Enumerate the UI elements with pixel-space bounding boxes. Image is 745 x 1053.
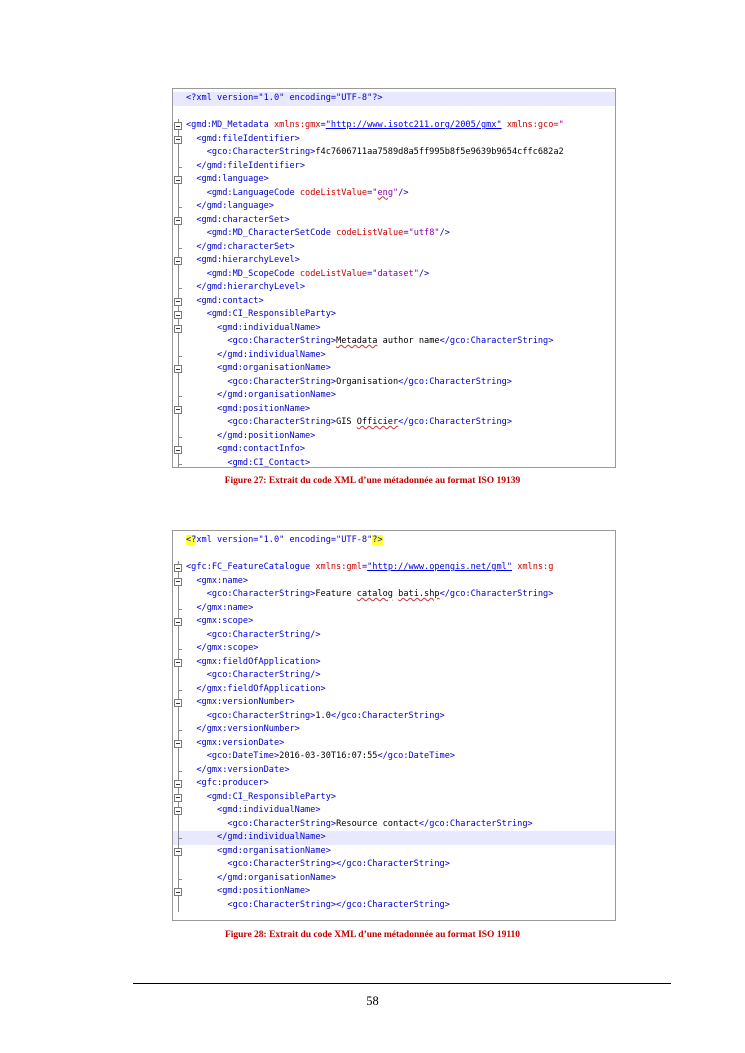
fold-toggle-icon[interactable] <box>173 443 187 457</box>
code-token: <gmd:MD_Metadata <box>186 120 274 130</box>
code-text <box>186 791 336 805</box>
code-token: <gmd:individualName> <box>217 322 321 333</box>
code-token: </gmd:positionName> <box>217 430 316 441</box>
code-token: </gco:CharacterString> <box>398 417 512 427</box>
fold-toggle-icon[interactable] <box>173 696 187 710</box>
code-line <box>173 443 615 457</box>
fold-guide <box>173 146 187 160</box>
code-text <box>186 457 310 469</box>
code-token: </gmd:organisationName> <box>217 390 337 400</box>
code-text <box>186 173 269 187</box>
fold-toggle-icon[interactable] <box>173 308 187 322</box>
code-token: <gco:CharacterString/> <box>206 670 321 680</box>
fold-guide <box>173 602 187 616</box>
code-token: </gmd:individualName> <box>217 349 326 360</box>
code-line <box>173 457 615 469</box>
code-text <box>186 443 305 457</box>
fold-toggle-icon[interactable] <box>173 804 187 818</box>
code-text <box>186 804 321 818</box>
fold-toggle-icon[interactable] <box>173 362 187 376</box>
fold-toggle-icon[interactable] <box>173 119 187 133</box>
code-line <box>173 831 615 845</box>
code-token: Officier <box>356 417 399 427</box>
fold-toggle-icon[interactable] <box>173 561 187 575</box>
code-text <box>186 376 512 390</box>
fold-guide <box>173 92 187 106</box>
fold-guide <box>173 548 187 562</box>
fold-guide <box>173 416 187 430</box>
code-token: </gco:CharacterString> <box>418 818 533 829</box>
fold-guide <box>173 268 187 282</box>
code-line <box>173 858 615 872</box>
code-token: </gmd:fileIdentifier> <box>196 160 306 171</box>
code-token: <? <box>186 535 197 545</box>
code-token: </gco:CharacterString> <box>439 336 554 346</box>
code-text <box>186 133 300 147</box>
code-token: 1.0 <box>315 710 331 721</box>
fold-guide <box>173 106 187 120</box>
code-line <box>173 588 615 602</box>
code-token: <gmx:name> <box>196 575 249 586</box>
code-text <box>186 642 258 656</box>
code-token: <gmd:organisationName> <box>217 363 331 373</box>
code-line <box>173 133 615 147</box>
fold-guide <box>173 241 187 255</box>
code-line <box>173 723 615 737</box>
code-text <box>186 831 326 845</box>
code-token: f4c7606711aa7589d8a5ff995b8f5e9639b9654cffc682a2 <box>315 147 564 157</box>
code-token: <gco:DateTime> <box>206 751 280 761</box>
fold-guide <box>173 899 187 913</box>
code-text <box>186 403 310 417</box>
figure-27-caption: Figure 27: Extrait du code XML d’une métadonnée au format ISO 19139 <box>224 476 521 486</box>
code-token: </gmd:hierarchyLevel> <box>196 282 306 292</box>
code-token: </gco:DateTime> <box>377 751 456 761</box>
code-text <box>186 119 564 133</box>
code-text <box>186 281 305 295</box>
fold-toggle-icon[interactable] <box>173 885 187 899</box>
code-token: <gmd:hierarchyLevel> <box>196 255 300 265</box>
fold-toggle-icon[interactable] <box>173 295 187 309</box>
code-line <box>173 804 615 818</box>
code-text <box>186 561 553 575</box>
code-token: <gmd:MD_CharacterSetCode <box>206 228 337 238</box>
fold-toggle-icon[interactable] <box>173 173 187 187</box>
fold-guide <box>173 750 187 764</box>
code-line <box>173 710 615 724</box>
code-token: <gmd:LanguageCode <box>206 187 300 198</box>
code-line <box>173 818 615 832</box>
code-token: <gmd:CI_ResponsibleParty> <box>206 309 337 319</box>
code-lines <box>173 92 615 468</box>
fold-toggle-icon[interactable] <box>173 845 187 859</box>
code-token: <gmd:contactInfo> <box>217 444 306 454</box>
code-token: /> <box>418 268 430 279</box>
code-line <box>173 335 615 349</box>
fold-guide <box>173 588 187 602</box>
code-line <box>173 777 615 791</box>
code-text <box>186 737 284 751</box>
code-text <box>186 575 248 589</box>
code-token: Resource contact <box>336 818 419 829</box>
code-token: <gmd:CI_Contact> <box>227 457 311 468</box>
code-text <box>186 777 269 791</box>
code-line <box>173 845 615 859</box>
fold-toggle-icon[interactable] <box>173 777 187 791</box>
code-line <box>173 92 615 106</box>
code-token: </gco:CharacterString> <box>398 376 512 387</box>
code-token: "http://www.isotc211.org/2005/gmx" <box>325 120 502 130</box>
code-line <box>173 534 615 548</box>
code-text <box>186 602 253 616</box>
code-text <box>186 335 553 349</box>
fold-toggle-icon[interactable] <box>173 737 187 751</box>
code-text <box>186 389 336 403</box>
code-text <box>186 362 331 376</box>
code-line <box>173 349 615 363</box>
code-text <box>186 696 295 710</box>
code-line <box>173 602 615 616</box>
code-text <box>186 818 533 832</box>
code-token: <gco:CharacterString> <box>227 818 337 829</box>
code-token: <gco:CharacterString> <box>206 710 316 721</box>
code-text <box>186 885 310 899</box>
code-token: <gco:CharacterString> <box>206 589 316 599</box>
code-text <box>186 764 290 778</box>
code-token: 2016-03-30T16:07:55 <box>279 751 378 761</box>
code-token: "utf8" <box>408 228 440 238</box>
code-token: <gmx:scope> <box>196 616 254 626</box>
code-token: Metadata <box>336 336 378 346</box>
fold-toggle-icon[interactable] <box>173 615 187 629</box>
fold-toggle-icon[interactable] <box>173 214 187 228</box>
code-token: codeListValue <box>299 187 368 198</box>
code-line <box>173 362 615 376</box>
code-text <box>186 430 315 444</box>
fold-guide <box>173 335 187 349</box>
code-token: = <box>367 187 373 198</box>
code-text <box>186 295 264 309</box>
code-token: catalog <box>356 589 393 599</box>
code-text <box>186 146 564 160</box>
code-text <box>186 588 553 602</box>
code-line <box>173 430 615 444</box>
fold-guide <box>173 858 187 872</box>
code-lines <box>173 534 615 912</box>
code-text <box>186 899 450 913</box>
fold-guide <box>173 349 187 363</box>
code-token: bati.shp <box>398 589 440 599</box>
code-line <box>173 885 615 899</box>
code-token: Organisation <box>336 376 399 387</box>
code-token: <gco:CharacterString> <box>227 376 337 387</box>
code-line <box>173 146 615 160</box>
code-line <box>173 403 615 417</box>
code-token: " <box>372 187 378 198</box>
code-token: </gmx:name> <box>196 602 254 613</box>
code-token: <gmd:contact> <box>196 295 264 306</box>
code-token: xml version="1.0" encoding="UTF-8" <box>196 535 373 545</box>
code-line <box>173 737 615 751</box>
code-text <box>186 669 321 683</box>
code-token: codeListValue <box>336 228 404 238</box>
code-text <box>186 214 290 228</box>
code-text <box>186 872 336 886</box>
fold-toggle-icon[interactable] <box>173 133 187 147</box>
code-text <box>186 534 383 548</box>
code-token: <gco:CharacterString> <box>227 417 337 427</box>
fold-guide <box>173 764 187 778</box>
code-text <box>186 254 300 268</box>
code-line <box>173 187 615 201</box>
code-line <box>173 561 615 575</box>
code-token: = <box>367 268 373 279</box>
code-text <box>186 683 326 697</box>
fold-guide <box>173 281 187 295</box>
code-line <box>173 683 615 697</box>
code-token: <gco:CharacterString> <box>227 336 337 346</box>
code-text <box>186 845 331 859</box>
code-token: </gmx:versionDate> <box>196 764 290 775</box>
xml-code-screenshot-iso19110 <box>172 530 616 921</box>
code-line <box>173 295 615 309</box>
code-token: </gco:CharacterString> <box>439 589 554 599</box>
fold-guide <box>173 187 187 201</box>
figure-28-caption: Figure 28: Extrait du code XML d’une métadonnée au format ISO 19110 <box>224 930 521 940</box>
code-text <box>186 227 450 241</box>
fold-guide <box>173 872 187 886</box>
fold-guide <box>173 669 187 683</box>
fold-toggle-icon[interactable] <box>173 656 187 670</box>
code-token: <gmd:positionName> <box>217 886 311 896</box>
code-token: "http://www.opengis.net/gml" <box>367 562 512 572</box>
code-token: <gmd:positionName> <box>217 403 311 414</box>
code-text <box>186 629 321 643</box>
code-token: <gmd:individualName> <box>217 805 321 815</box>
code-token: </gmd:organisationName> <box>217 872 337 883</box>
fold-guide <box>173 534 187 548</box>
code-line <box>173 119 615 133</box>
code-token: xmlns:gmx <box>273 120 321 130</box>
fold-guide <box>173 642 187 656</box>
code-token: <gmd:characterSet> <box>196 214 290 225</box>
code-line <box>173 629 615 643</box>
code-token: xmlns:g <box>517 562 554 572</box>
fold-guide <box>173 629 187 643</box>
fold-guide <box>173 376 187 390</box>
code-line <box>173 376 615 390</box>
code-line <box>173 656 615 670</box>
code-token: </gmx:scope> <box>196 643 259 653</box>
code-text <box>186 268 429 282</box>
fold-toggle-icon[interactable] <box>173 254 187 268</box>
code-token: ?> <box>372 535 383 545</box>
code-text <box>186 656 321 670</box>
code-line <box>173 214 615 228</box>
code-token: <gmd:MD_ScopeCode <box>206 268 300 279</box>
fold-guide <box>173 389 187 403</box>
code-line <box>173 416 615 430</box>
code-token: codeListValue <box>299 268 368 279</box>
code-line <box>173 308 615 322</box>
code-line <box>173 615 615 629</box>
code-token: GIS <box>336 417 357 427</box>
code-token: " <box>393 187 399 198</box>
code-token: xmlns:gml <box>315 562 362 572</box>
code-text <box>186 308 336 322</box>
code-line <box>173 791 615 805</box>
code-token: <gmx:fieldOfApplication> <box>196 656 321 667</box>
code-line <box>173 106 615 120</box>
fold-guide <box>173 160 187 174</box>
code-line <box>173 227 615 241</box>
code-token: author name <box>377 336 440 346</box>
fold-toggle-icon[interactable] <box>173 322 187 336</box>
fold-guide <box>173 683 187 697</box>
code-token: </gmx:versionNumber> <box>196 724 300 734</box>
fold-guide <box>173 227 187 241</box>
code-text <box>186 187 409 201</box>
code-text <box>186 416 512 430</box>
fold-guide <box>173 710 187 724</box>
code-token: <gfc:producer> <box>196 778 269 788</box>
code-token: = <box>403 228 409 238</box>
code-line <box>173 899 615 913</box>
code-line <box>173 872 615 886</box>
code-text <box>186 858 450 872</box>
code-token: <gco:CharacterString></gco:CharacterString> <box>227 899 450 910</box>
code-line <box>173 548 615 562</box>
code-line <box>173 160 615 174</box>
code-line <box>173 281 615 295</box>
code-token: <gmx:versionDate> <box>196 737 285 748</box>
code-line <box>173 696 615 710</box>
fold-guide <box>173 457 187 469</box>
code-text <box>186 241 295 255</box>
code-text <box>186 710 445 724</box>
code-text <box>186 200 274 214</box>
code-token: <gmd:fileIdentifier> <box>196 133 300 144</box>
code-token: </gmd:characterSet> <box>196 241 295 252</box>
fold-toggle-icon[interactable] <box>173 403 187 417</box>
code-line <box>173 642 615 656</box>
fold-guide <box>173 818 187 832</box>
fold-guide <box>173 723 187 737</box>
code-token: "dataset" <box>372 268 419 279</box>
code-token: <gco:CharacterString/> <box>206 629 321 640</box>
code-line <box>173 322 615 336</box>
code-token: <gmd:organisationName> <box>217 845 331 856</box>
code-text <box>186 160 305 174</box>
code-token: <?xml version="1.0" encoding="UTF-8"?> <box>186 93 383 103</box>
fold-guide <box>173 200 187 214</box>
code-token: Feature <box>315 589 357 599</box>
code-token: = <box>320 120 326 130</box>
code-line <box>173 268 615 282</box>
code-line <box>173 575 615 589</box>
code-token: </gco:CharacterString> <box>330 710 445 721</box>
code-token: <gco:CharacterString></gco:CharacterString> <box>227 859 450 869</box>
code-text <box>186 615 253 629</box>
code-token: </gmx:fieldOfApplication> <box>196 683 326 694</box>
fold-toggle-icon[interactable] <box>173 575 187 589</box>
fold-guide <box>173 430 187 444</box>
code-token: <gfc:FC_FeatureCatalogue <box>186 562 316 572</box>
code-line <box>173 764 615 778</box>
code-token: /> <box>439 228 450 238</box>
code-token: = <box>361 562 368 572</box>
code-token: xmlns:gco= <box>506 120 559 130</box>
code-token: <gmd:language> <box>196 174 269 184</box>
code-text <box>186 322 321 336</box>
fold-toggle-icon[interactable] <box>173 791 187 805</box>
footer-divider <box>133 983 671 984</box>
code-line <box>173 389 615 403</box>
code-token: eng <box>377 187 394 198</box>
fold-guide <box>173 831 187 845</box>
code-line <box>173 173 615 187</box>
code-token: </gmd:individualName> <box>217 832 326 842</box>
page-number: 58 <box>366 994 379 1008</box>
code-line <box>173 750 615 764</box>
code-text <box>186 750 455 764</box>
xml-code-screenshot-iso19139 <box>172 88 616 468</box>
code-token: /> <box>398 187 409 198</box>
code-token: <gmx:versionNumber> <box>196 697 295 707</box>
code-token: </gmd:language> <box>196 201 274 211</box>
code-text <box>186 723 300 737</box>
code-line <box>173 241 615 255</box>
code-line <box>173 254 615 268</box>
code-line <box>173 200 615 214</box>
code-token: <gmd:CI_ResponsibleParty> <box>206 791 337 802</box>
code-text <box>186 349 326 363</box>
code-token: " <box>558 120 564 130</box>
code-line <box>173 669 615 683</box>
code-text <box>186 92 383 106</box>
code-token: <gco:CharacterString> <box>206 147 316 157</box>
